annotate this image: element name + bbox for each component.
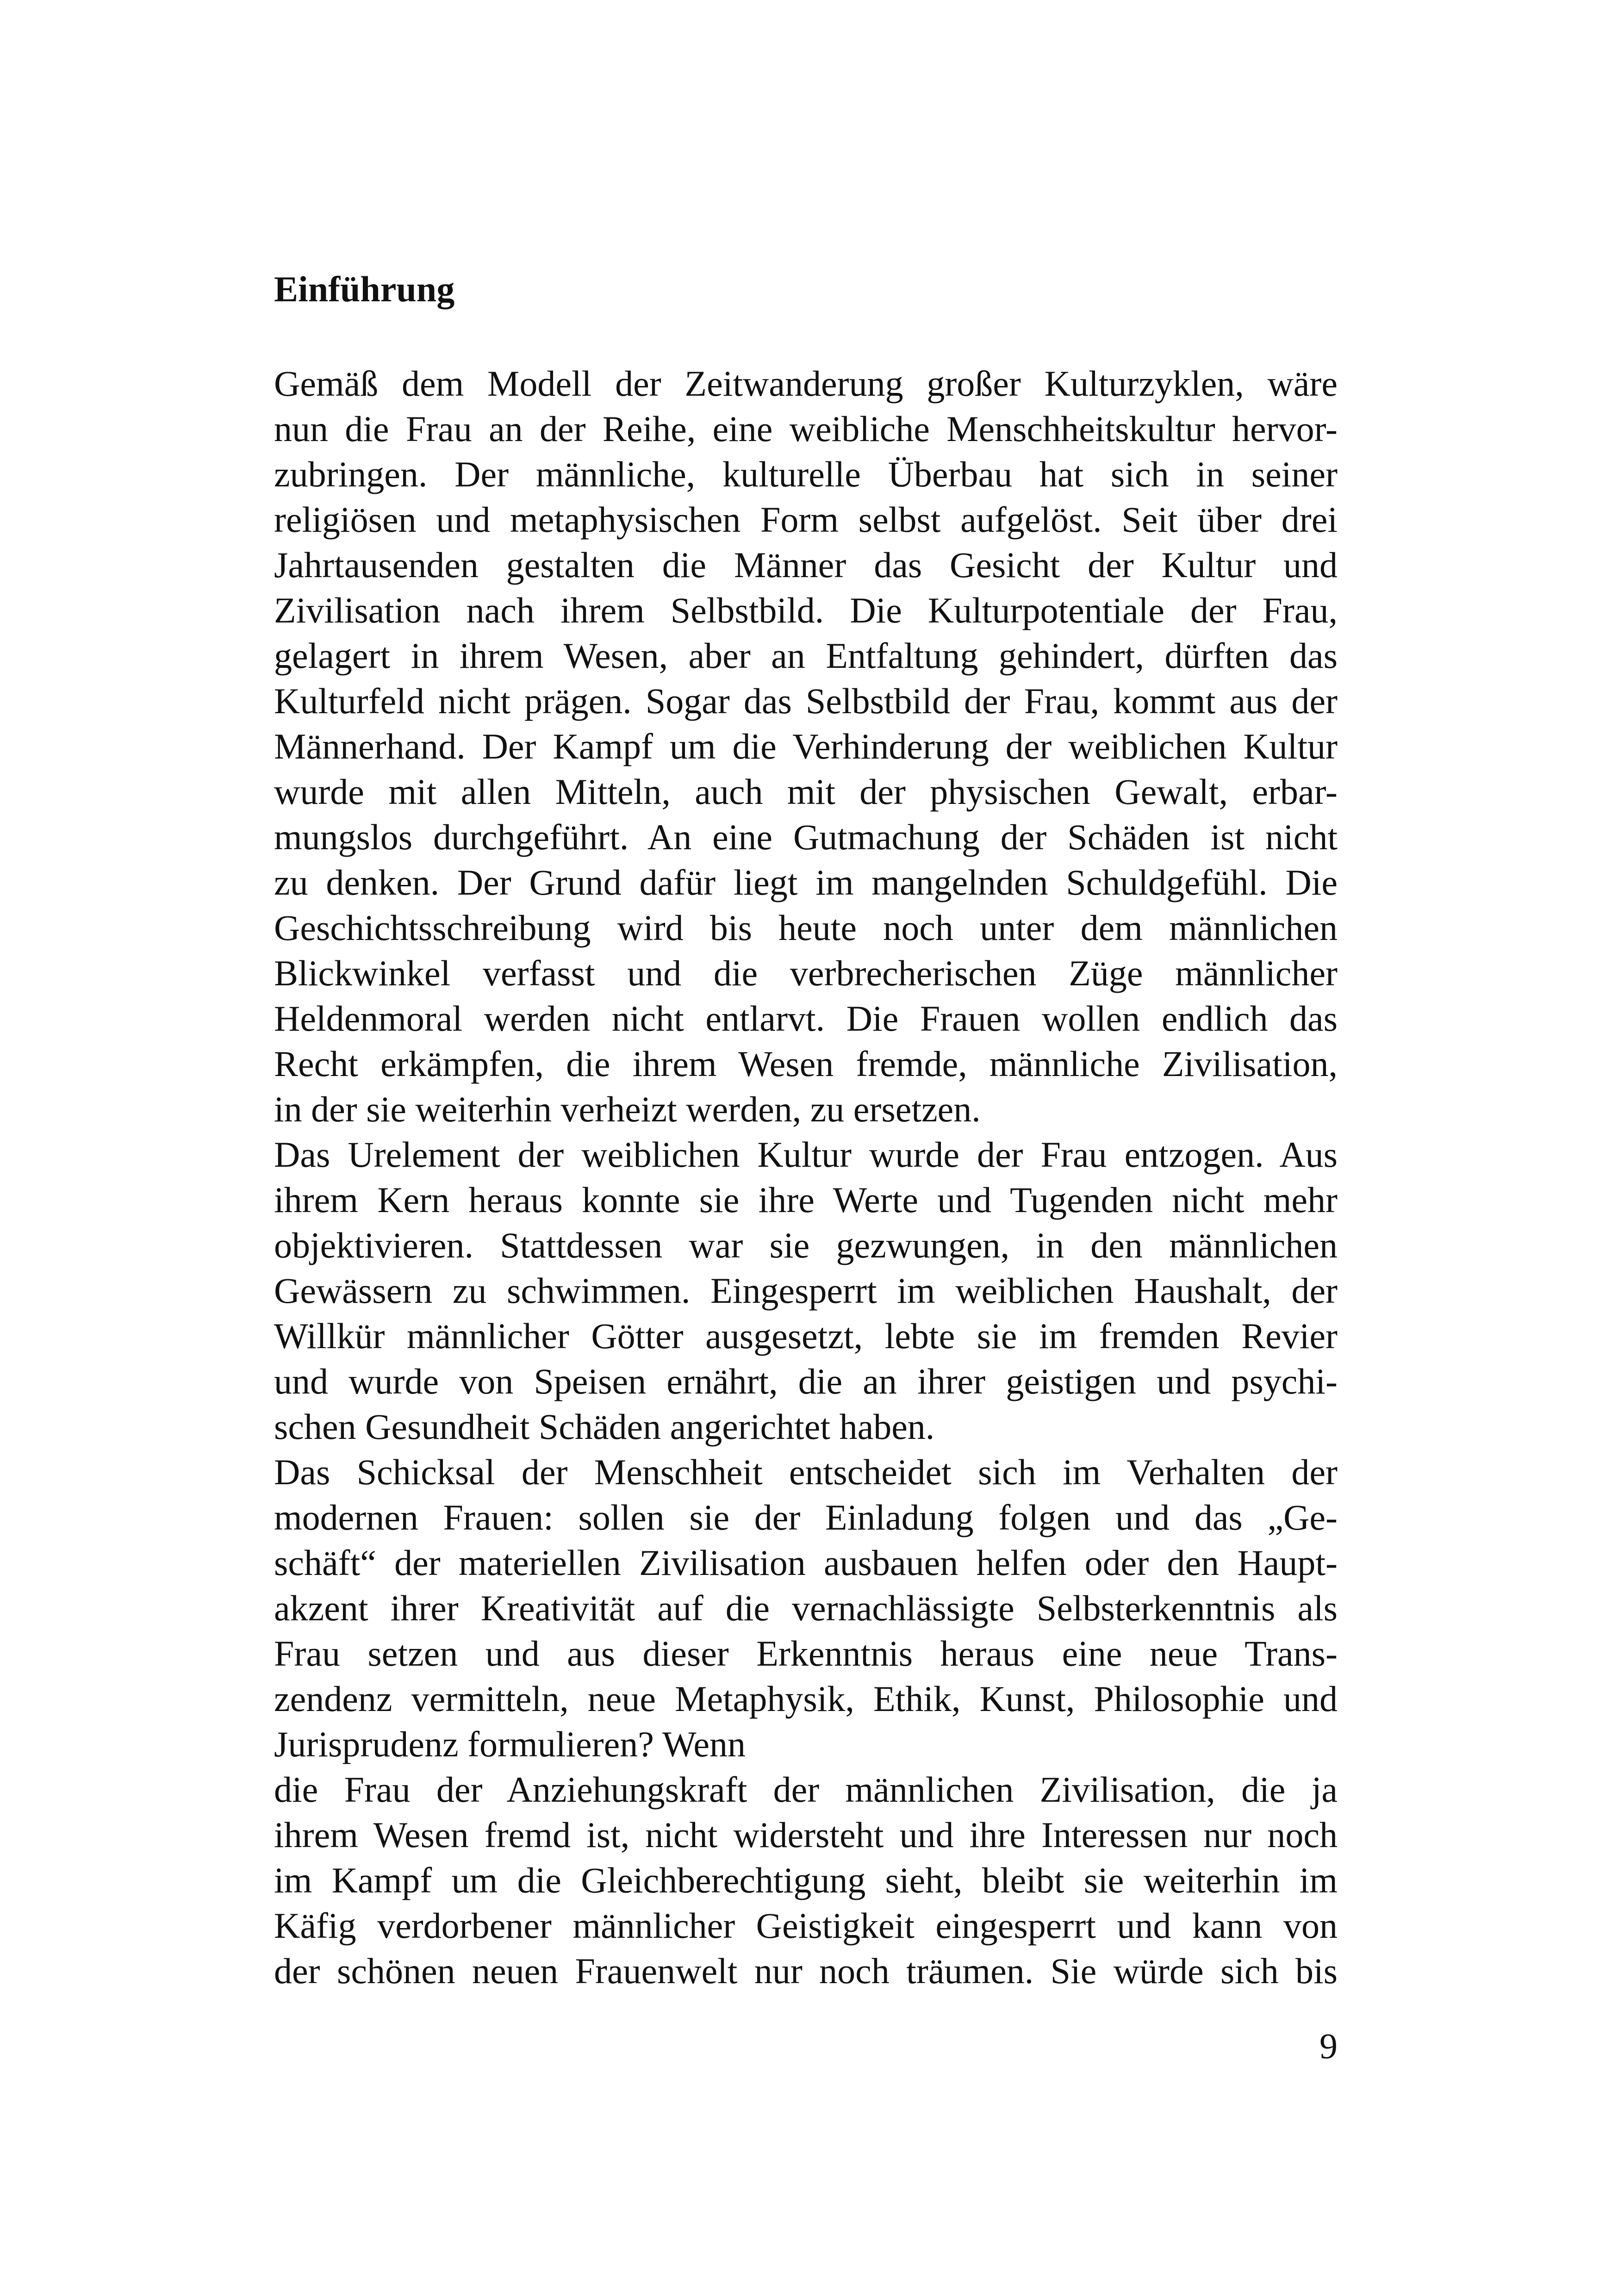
text-line: Das Schicksal der Menschheit entscheidet sich im Verhalten der <box>274 1452 1338 1492</box>
text-line: schäft“ der materiellen Zivilisation ausbauen helfen oder den Haupt- <box>274 1543 1338 1583</box>
text-line: Männerhand. Der Kampf um die Verhinderung der weiblichen Kultur <box>274 726 1338 766</box>
text-line: und wurde von Speisen ernährt, die an ihrer geistigen und psychi- <box>274 1361 1338 1401</box>
text-line: Recht erkämpfen, die ihrem Wesen fremde, männliche Zivilisation, <box>274 1044 1338 1084</box>
text-line: Zivilisation nach ihrem Selbstbild. Die Kulturpotentiale der Frau, <box>274 590 1338 630</box>
text-line: zubringen. Der männliche, kulturelle Überbau hat sich in seiner <box>274 454 1338 494</box>
text-line: der schönen neuen Frauenwelt nur noch träumen. Sie würde sich bis <box>274 1951 1338 1991</box>
text-line: Frau setzen und aus dieser Erkenntnis heraus eine neue Trans- <box>274 1633 1338 1674</box>
text-line: Blickwinkel verfasst und die verbrecherischen Züge männlicher <box>274 953 1338 993</box>
text-line: modernen Frauen: sollen sie der Einladung folgen und das „Ge- <box>274 1497 1338 1537</box>
text-line: die Frau der Anziehungskraft der männlichen Zivilisation, die ja <box>274 1769 1338 1810</box>
body-text <box>274 361 1338 1994</box>
text-line: akzent ihrer Kreativität auf die vernachlässigte Selbsterkenntnis als <box>274 1588 1338 1628</box>
text-line: Jahrtausenden gestalten die Männer das Gesicht der Kultur und <box>274 545 1338 585</box>
text-line: Jurisprudenz formulieren? Wenn <box>274 1724 746 1764</box>
page-number: 9 <box>1319 2026 1338 2066</box>
text-line: ihrem Kern heraus konnte sie ihre Werte und Tugenden nicht mehr <box>274 1180 1338 1220</box>
text-line: zendenz vermitteln, neue Metaphysik, Ethik, Kunst, Philosophie und <box>274 1679 1338 1719</box>
text-line: Gewässern zu schwimmen. Eingesperrt im weiblichen Haushalt, der <box>274 1270 1338 1311</box>
text-line: Willkür männlicher Götter ausgesetzt, lebte sie im fremden Revier <box>274 1316 1338 1356</box>
text-line: mungslos durchgeführt. An eine Gutmachung der Schäden ist nicht <box>274 817 1338 857</box>
text-line: Gemäß dem Modell der Zeitwanderung großer Kulturzyklen, wäre <box>274 363 1338 404</box>
text-line: Das Urelement der weiblichen Kultur wurde der Frau entzogen. Aus <box>274 1134 1338 1175</box>
text-line: in der sie weiterhin verheizt werden, zu ersetzen. <box>274 1089 981 1129</box>
text-line: Heldenmoral werden nicht entlarvt. Die Frauen wollen endlich das <box>274 998 1338 1039</box>
section-heading: Einführung <box>274 269 455 309</box>
text-line: nun die Frau an der Reihe, eine weibliche Menschheitskultur hervor- <box>274 409 1338 449</box>
text-line: im Kampf um die Gleichberechtigung sieht, bleibt sie weiterhin im <box>274 1860 1338 1900</box>
text-line: gelagert in ihrem Wesen, aber an Entfaltung gehindert, dürften das <box>274 635 1338 676</box>
text-line: religiösen und metaphysischen Form selbst aufgelöst. Seit über drei <box>274 499 1338 540</box>
text-line: Käfig verdorbener männlicher Geistigkeit eingesperrt und kann von <box>274 1905 1338 1946</box>
text-line: wurde mit allen Mitteln, auch mit der physischen Gewalt, erbar- <box>274 772 1338 812</box>
text-line: schen Gesundheit Schäden angerichtet haben. <box>274 1406 935 1447</box>
text-line: Geschichtsschreibung wird bis heute noch unter dem männlichen <box>274 908 1338 948</box>
text-line: objektivieren. Stattdessen war sie gezwungen, in den männlichen <box>274 1225 1338 1265</box>
text-line: Kulturfeld nicht prägen. Sogar das Selbstbild der Frau, kommt aus der <box>274 681 1338 721</box>
text-line: zu denken. Der Grund dafür liegt im mangelnden Schuldgefühl. Die <box>274 862 1338 902</box>
text-line: ihrem Wesen fremd ist, nicht widersteht und ihre Interessen nur noch <box>274 1815 1338 1855</box>
